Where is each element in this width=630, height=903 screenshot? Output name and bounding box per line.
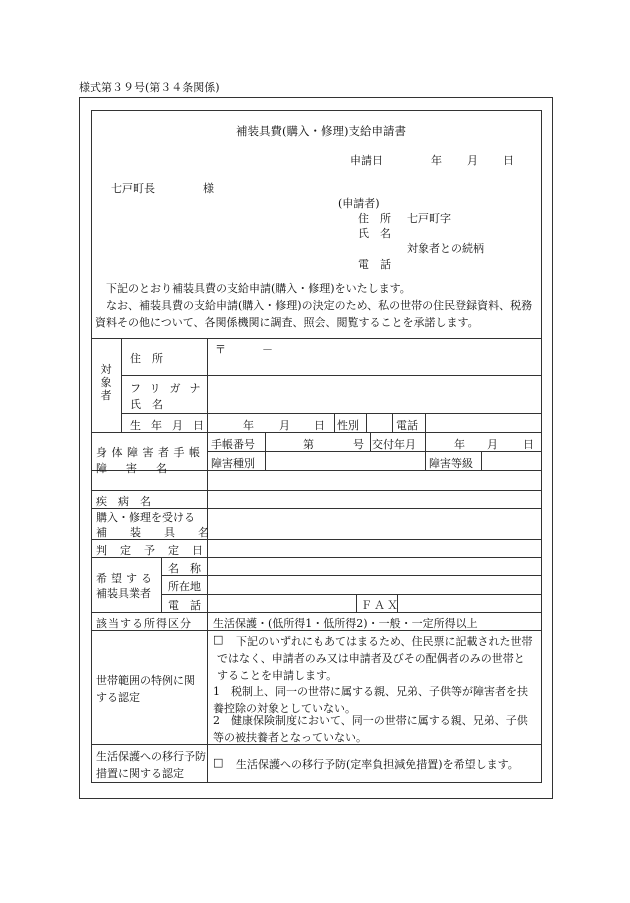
sex-label: 性別 [337,419,359,432]
addressee-town: 七戸町長 [111,182,155,195]
household-checkbox[interactable]: □ [213,633,224,646]
subject-name-label: 氏 名 [130,398,163,411]
date-day: 日 [503,154,514,167]
disability-name-label: 障 害 名 [96,462,171,475]
disability-grade-label: 障害等級 [429,457,473,470]
fax-label: ＦＡＸ [361,599,400,612]
income-label: 該当する所得区分 [96,617,192,630]
disability-type-label: 障害種別 [211,457,255,470]
applicant-name-label: 氏 名 [358,227,391,240]
form-title: 補装具費(購入・修理)支給申請書 [236,124,406,138]
dob-day: 日 [314,419,325,432]
applicant-phone-label: 電 話 [358,258,391,271]
issue-month: 月 [487,438,498,451]
vendor-phone-label: 電 話 [168,599,201,612]
form-number: 様式第３９号(第３４条関係) [79,81,220,94]
furigana-label: フリガナ [130,382,210,395]
handbook-number-label: 手帳番号 [211,438,255,451]
date-month: 月 [467,154,478,167]
handbook-dai: 第 [303,438,314,451]
household-text: 下記のいずれにもあてはまるため、住民票に記載された世帯ではなく、申請者のみ又は申請者及びその配偶者のみの世帯とすることを申請します。 [217,635,533,682]
applicant-relation-label: 対象者との続柄 [407,242,484,255]
addressee-honorific: 様 [203,182,214,195]
applicant-address-label: 住 所 [358,212,391,225]
vendor-label-1: 希望する [96,572,156,585]
handbook-label: 身体障害者手帳 [96,446,205,459]
subject-label: 対象者 [100,363,112,402]
welfare-checkbox[interactable]: □ [213,756,224,769]
vendor-name-label: 名 称 [168,562,201,575]
date-year: 年 [431,154,442,167]
device-label-1: 購入・修理を受ける [96,511,195,524]
device-label-2: 補 装 具 名 [96,526,215,539]
handbook-go: 号 [353,438,364,451]
income-options: 生活保護・(低所得1・低所得2)・一般・一定所得以上 [213,617,478,630]
subject-phone-label: 電話 [396,419,418,432]
applicant-heading: (申請者) [338,197,380,210]
household-item-2: 2 健康保険制度において、同一の世帯に属する親、兄弟、子供等の被扶養者となっていない。 [213,714,528,744]
postal-dash: － [262,343,273,356]
vendor-location-label: 所在地 [168,580,201,593]
application-date-label: 申請日 [350,154,383,167]
household-label: 世帯範囲の特例に関する認定 [96,674,195,704]
disease-label: 疾 病 名 [96,495,151,508]
welfare-text: 生活保護への移行予防(定率負担減免措置)を希望します。 [236,758,519,771]
intro-line-1: 下記のとおり補装具費の支給申請(購入・修理)をいたします。 [106,282,411,295]
dob-month: 月 [279,419,290,432]
issue-date-label: 交付年月 [372,438,416,451]
postal-mark: 〒 [215,343,226,356]
issue-day: 日 [523,438,534,451]
vendor-label-2: 補装具業者 [96,587,151,600]
subject-address-label: 住 所 [130,352,163,365]
issue-year: 年 [454,438,465,451]
welfare-label: 生活保護への移行予防措置に関する認定 [96,750,206,780]
household-item-1: 1 税制上、同一の世帯に属する親、兄弟、子供等が障害者を扶養控除の対象としていない。 [213,685,528,715]
intro-line-2: なお、補装具費の支給申請(購入・修理)の決定のため、私の世帯の住民登録資料、税務資料その他について、各関係機関に調査、照会、閲覧することを承諾します。 [95,299,533,329]
decision-date-label: 判定予定日 [96,544,216,557]
dob-label: 生年月日 [130,419,214,432]
dob-year: 年 [243,419,254,432]
applicant-address-value: 七戸町字 [407,212,451,225]
